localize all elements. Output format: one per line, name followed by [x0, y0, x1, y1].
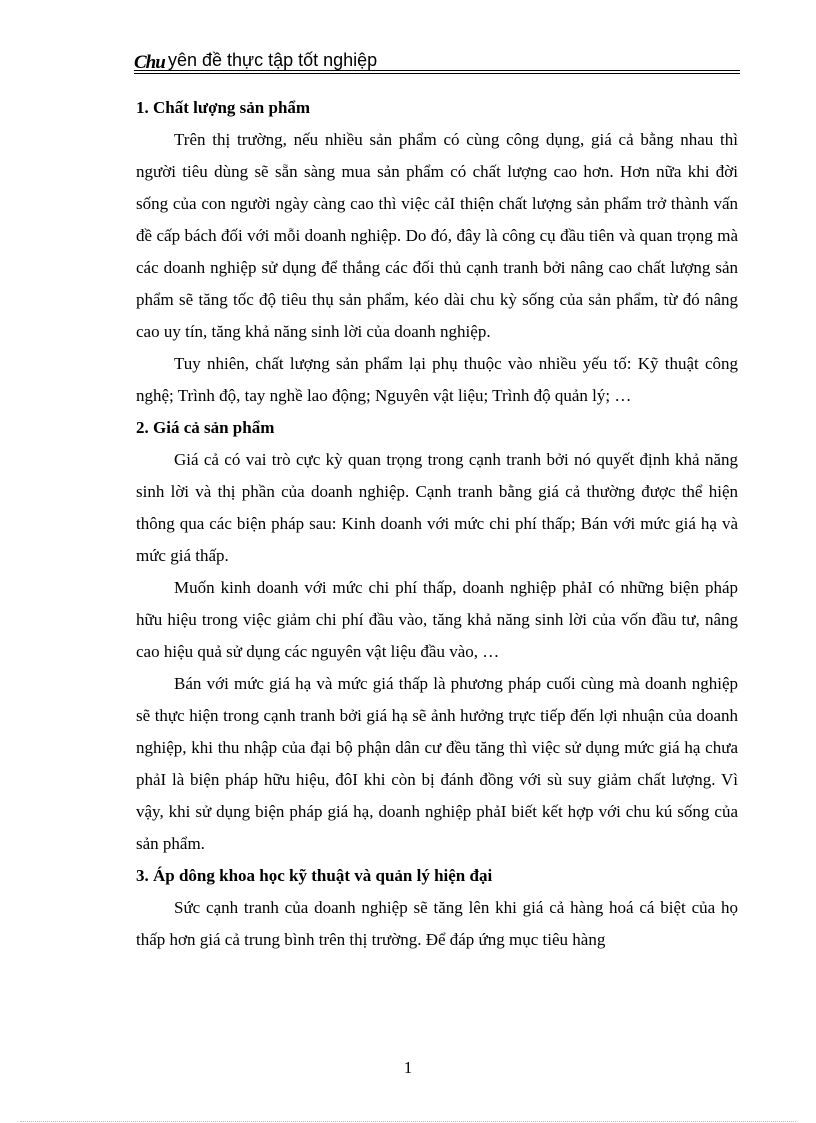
section-2-paragraph-3: Bán với mức giá hạ và mức giá thấp là phương pháp cuối cùng mà doanh nghiệp sẽ thực hiện trong cạnh tranh bởi giá hạ sẽ ảnh hưởng trực tiếp đến lợi nhuận của doanh nghiệp, khi thu nhập của đại bộ phận dân cư đều tăng thì việc sử dụng mức giá hạ chưa phảI là biện pháp hữu hiệu, đôI khi còn bị đánh đồng với sù suy giảm chất lượng. Vì vậy, khi sử dụng biện pháp giá hạ, doanh nghiệp phảI biết kết hợp với chu kú sống của sản phẩm.: [136, 674, 738, 853]
section-heading-2: 2. Giá cả sản phẩm: [136, 418, 275, 437]
section-2-paragraph-1: Giá cả có vai trò cực kỳ quan trọng trong cạnh tranh bởi nó quyết định khả năng sinh lời và thị phần của doanh nghiệp. Cạnh tranh bằng giá cả thường được thể hiện thông qua các biện pháp sau: Kinh doanh với mức chi phí thấp; Bán với mức giá hạ và mức giá thấp.: [136, 450, 738, 565]
header-rule-bottom: [134, 73, 740, 74]
header-logo-text: Chu: [134, 52, 165, 73]
header-rule-top: [134, 70, 740, 71]
section-heading-3: 3. Áp dông khoa học kỹ thuật và quản lý hiện đại: [136, 866, 493, 885]
header-title: yên đề thực tập tốt nghiệp: [168, 50, 378, 70]
section-3-paragraph-1: Sức cạnh tranh của doanh nghiệp sẽ tăng lên khi giá cả hàng hoá cá biệt của họ thấp hơn giá cả trung bình trên thị trường. Để đáp ứng mục tiêu hàng: [136, 898, 738, 949]
page-bottom-dotted-border: [20, 1121, 796, 1122]
page-number: 1: [403, 1058, 413, 1077]
section-heading-1: 1. Chất lượng sản phẩm: [136, 98, 311, 117]
document-body: [136, 92, 738, 956]
section-1-paragraph-1: Trên thị trường, nếu nhiều sản phẩm có cùng công dụng, giá cả bằng nhau thì người tiêu dùng sẽ sẵn sàng mua sản phẩm có chất lượng cao hơn. Hơn nữa khi đời sống của con người ngày càng cao thì việc cảI thiện chất lượng sản phẩm trở thành vấn đề cấp bách đối với mỗi doanh nghiệp. Do đó, đây là công cụ đầu tiên và quan trọng mà các doanh nghiệp sử dụng để thắng các đối thủ cạnh tranh bởi nâng cao chất lượng sản phẩm sẽ tăng tốc độ tiêu thụ sản phẩm, kéo dài chu kỳ sống của sản phẩm, từ đó nâng cao uy tín, tăng khả năng sinh lời của doanh nghiệp.: [136, 130, 738, 341]
section-2-paragraph-2: Muốn kinh doanh với mức chi phí thấp, doanh nghiệp phảI có những biện pháp hữu hiệu trong việc giảm chi phí đầu vào, tăng khả năng sinh lời của vốn đầu tư, nâng cao hiệu quả sử dụng các nguyên vật liệu đầu vào, …: [136, 578, 738, 661]
section-1-paragraph-2: Tuy nhiên, chất lượng sản phẩm lại phụ thuộc vào nhiều yếu tố: Kỹ thuật công nghệ; Trình độ, tay nghề lao động; Nguyên vật liệu; Trình độ quản lý; …: [136, 354, 738, 405]
